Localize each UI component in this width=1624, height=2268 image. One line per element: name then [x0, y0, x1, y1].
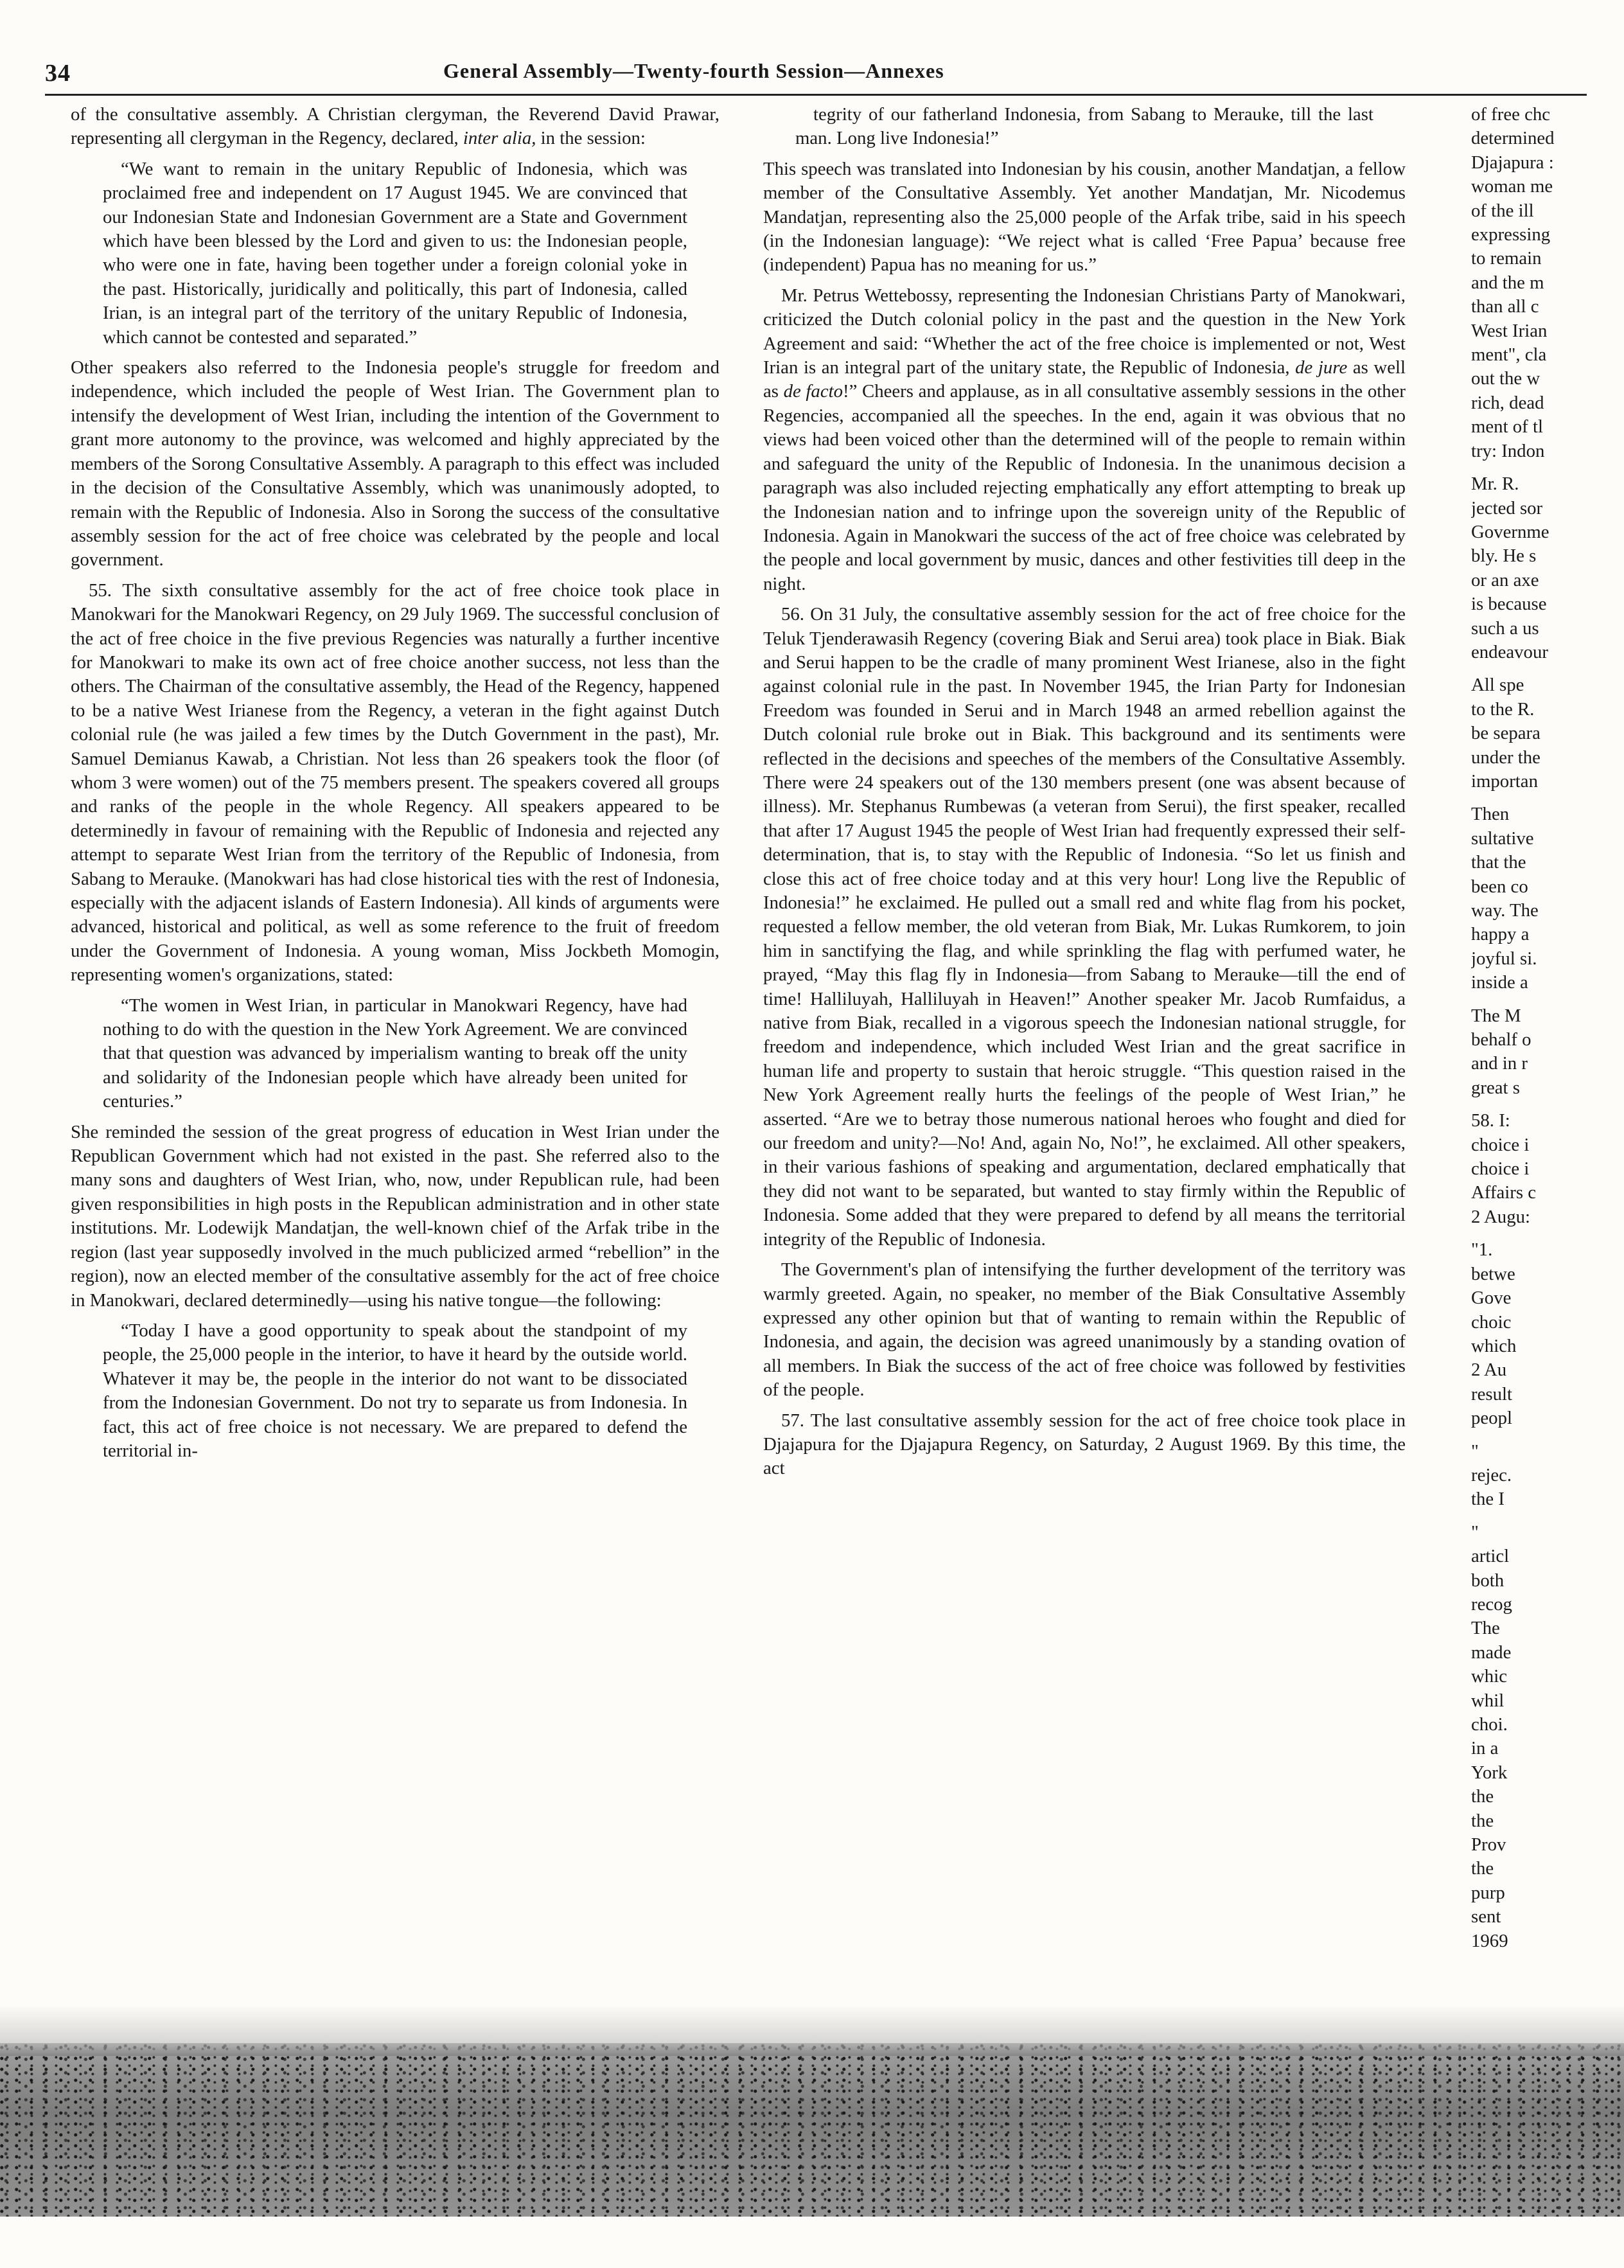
cropped-line: joyful si.: [1471, 948, 1537, 969]
cropped-line: result: [1471, 1383, 1512, 1404]
paragraph: Other speakers also referred to the Indonesia people's struggle for freedom and independence, which included the people of West Irian. The Government plan to intensify the development of West Irian, including the intention of the Government to grant more autonomy to the province, was welcomed and highly appreciated by the members of the Sorong Consultative Assembly. A paragraph to this effect was included in the decision of the Consultative Assembly, which was unanimously adopted, to remain with the Republic of Indonesia. Also in Sorong the success of the consultative assembly session for the act of free choice was celebrated by the people and local government.: [71, 357, 719, 571]
cropped-line: under the: [1471, 747, 1540, 768]
cropped-line: choic: [1471, 1311, 1512, 1333]
cropped-line: than all c: [1471, 296, 1539, 317]
paragraph-55: 55. The sixth consultative assembly for the act of free choice took place in Manokwari for the Manokwari Regency, on 29 July 1969. The successful conclusion of the act of free choice in the five previous Regencies was naturally a further incentive for Manokwari to make its own act of free choice another success, not less than the others. The Chairman of the consultative assembly, the Head of the Regency, happened to be a native West Irianese from the Regency, a veteran in the fight against Dutch colonial rule (he was jailed a few times by the Dutch Government in the past), Mr. Samuel Demianus Kawab, a Christian. Not less than 26 speakers took the floor (of whom 3 were women) out of the 75 members present. The speakers covered all groups and ranks of the people in the whole Regency. All speakers appeared to be determinedly in favour of remaining with the Republic of Indonesia and rejected any attempt to separate West Irian from the territory of the Republic of Indonesia, from Sabang to Merauke. (Manokwari has had close historical ties with the rest of Indonesia, especially with the adjacent islands of Eastern Indonesia). All kinds of arguments were advanced, historical and political, as well as some reference to the fruit of freedom under the Government of Indonesia. A young woman, Miss Jockbeth Momogin, representing women's organizations, stated:: [71, 580, 720, 986]
cropped-line: sultative: [1471, 828, 1534, 849]
text-column-1: [71, 103, 719, 1469]
cropped-line: Affairs c: [1471, 1182, 1537, 1203]
cropped-line: whic: [1471, 1666, 1507, 1687]
cropped-line: Gove: [1471, 1288, 1512, 1309]
cropped-line: Then: [1471, 804, 1510, 825]
text-column-2: [763, 103, 1406, 1481]
cropped-line: of free chc: [1471, 104, 1551, 125]
cropped-line: rejec.: [1471, 1464, 1512, 1485]
page-number: 34: [45, 60, 71, 87]
block-quote: “The women in West Irian, in particular in Manokwari Regency, have had nothing to do with the question in the New York Agreement. We are convinced that that question was advanced by imperialism wanting to break off the unity and solidarity of the Indonesian people which have already been united for centuries.”: [103, 995, 687, 1112]
cropped-line: 1969: [1471, 1930, 1508, 1951]
cropped-line: Mr. R.: [1471, 474, 1519, 495]
cropped-line: York: [1471, 1762, 1508, 1783]
cropped-line: be separa: [1471, 723, 1540, 744]
cropped-line: been co: [1471, 876, 1528, 897]
cropped-line: which: [1471, 1335, 1517, 1356]
cropped-line: "1.: [1471, 1239, 1493, 1261]
cropped-line: choi.: [1471, 1714, 1508, 1735]
paragraph: The Government's plan of intensifying the further development of the territory was warmly greeted. Again, no speaker, no member of the Biak Consultative Assembly expressed any other opinion but that of wanting to remain within the Republic of Indonesia, and again, the decision was agreed unanimously by a standing ovation of all members. In Biak the success of the act of free choice was followed by festivities of the people.: [763, 1259, 1406, 1401]
cropped-line: jected sor: [1471, 497, 1543, 518]
cropped-line: West Irian: [1471, 320, 1548, 341]
cropped-line: that the: [1471, 852, 1526, 873]
cropped-line: out the w: [1471, 368, 1540, 389]
cropped-line: great s: [1471, 1077, 1520, 1098]
cropped-line: both: [1471, 1570, 1505, 1591]
paragraph: Mr. Petrus Wettebossy, representing the Indonesian Christians Party of Manokwari, criticized the Dutch colonial policy in the past and the question in the New York Agreement and said: “Whether the act of the free choice is implemented or not, West Irian is an integral part of the unitary state, the Republic of Indonesia, de jure as well as de facto!” Cheers and applause, as in all consultative assembly sessions in the other Regencies, accompanied all the speeches. In the end, again it was obvious that no views had been voiced other than the determined will of the people to remain within and safeguard the unity of the Republic of Indonesia. In the unanimous decision a paragraph was also included rejecting emphatically any effort attempting to break up the Indonesian nation and to infringe upon the sovereign unity of the Republic of Indonesia. Again in Manokwari the success of the act of free choice was celebrated by the people and local government by music, dances and other festivities till deep in the night.: [763, 285, 1406, 594]
cropped-line: woman me: [1471, 176, 1553, 197]
cropped-line: try: Indon: [1471, 440, 1545, 461]
cropped-line: 2 Augu:: [1471, 1206, 1531, 1227]
cropped-line: endeavour: [1471, 641, 1548, 662]
cropped-line: sent: [1471, 1906, 1501, 1927]
cropped-line: whil: [1471, 1690, 1505, 1711]
cropped-line: ment", cla: [1471, 344, 1547, 366]
cropped-line: inside a: [1471, 972, 1528, 993]
header-rule: [45, 94, 1587, 96]
cropped-line: Prov: [1471, 1834, 1506, 1856]
cropped-line: the: [1471, 1810, 1494, 1831]
cropped-line: way. The: [1471, 900, 1539, 921]
cropped-line: happy a: [1471, 924, 1530, 945]
cropped-line: made: [1471, 1642, 1512, 1663]
cropped-line: recog: [1471, 1593, 1512, 1615]
running-title: General Assembly—Twenty-fourth Session—Annexes: [443, 59, 944, 82]
cropped-line: choice i: [1471, 1134, 1530, 1155]
cropped-line: choice i: [1471, 1158, 1530, 1180]
cropped-line: such a us: [1471, 617, 1539, 639]
cropped-line: All spe: [1471, 675, 1524, 696]
page-header: [45, 54, 1587, 86]
cropped-line: to remain: [1471, 248, 1542, 269]
cropped-line: and the m: [1471, 272, 1544, 293]
paragraph: She reminded the session of the great progress of education in West Irian under the Republican Government which had not existed in the past. She referred also to the many sons and daughters of West Irian, who, now, under Republican rule, had been given responsibilities in high posts in the Republican administration and in other state institutions. Mr. Lodewijk Mandatjan, the well-known chief of the Arfak tribe in the region (last year supposedly involved in the much publicized armed “rebellion” in the region), now an elected member of the consultative assembly for the act of free choice in Manokwari, declared determinedly—using his native tongue—the following:: [71, 1121, 719, 1311]
cropped-line: bly. He s: [1471, 545, 1537, 567]
cropped-line: Governme: [1471, 521, 1549, 542]
cropped-line: or an axe: [1471, 569, 1539, 590]
cropped-line: is because: [1471, 594, 1547, 615]
cropped-line: rich, dead: [1471, 392, 1544, 413]
cropped-line: and in r: [1471, 1053, 1528, 1074]
cropped-line: of the ill: [1471, 200, 1534, 221]
cropped-line: ment of tl: [1471, 416, 1543, 438]
cropped-line: ": [1471, 1440, 1479, 1462]
cropped-line: the I: [1471, 1489, 1505, 1510]
block-quote: “Today I have a good opportunity to speak about the standpoint of my people, the 25,000 people in the interior, to have it heard by the outside world. Whatever it may be, the people in the interior do not want to be dissociated from the Indonesian Government. Do not try to separate us from Indonesia. In fact, this act of free choice is not necessary. We are prepared to defend the territorial in-: [103, 1320, 687, 1461]
block-quote: tegrity of our fatherland Indonesia, from Sabang to Merauke, till the last man. Long live Indonesia!”: [795, 104, 1373, 149]
cropped-line: 58. I:: [1471, 1110, 1510, 1131]
cropped-line: determined: [1471, 128, 1555, 149]
cropped-line: The: [1471, 1618, 1500, 1639]
cropped-line: 2 Au: [1471, 1360, 1507, 1381]
paragraph: of the consultative assembly. A Christian clergyman, the Reverend David Prawar, representing all clergyman in the Regency, declared, inter alia, in the session:: [71, 104, 719, 149]
cropped-line: betwe: [1471, 1263, 1515, 1284]
paragraph-57: 57. The last consultative assembly session for the act of free choice took place in Djajapura for the Djajapura Regency, on Saturday, 2 August 1969. By this time, the act: [763, 1410, 1406, 1479]
cropped-line: purp: [1471, 1882, 1505, 1903]
cropped-line: importan: [1471, 770, 1538, 792]
paragraph: This speech was translated into Indonesian by his cousin, another Mandatjan, a fellow member of the Consultative Assembly. Yet another Mandatjan, Mr. Nicodemus Mandatjan, representing also the 25,000 people of the Arfak tribe, said in his speech (in the Indonesian language): “We reject what is called ‘Free Papua’ because free (independent) Papua has no meaning for us.”: [763, 158, 1406, 276]
cropped-line: articl: [1471, 1546, 1510, 1567]
cropped-line: The M: [1471, 1005, 1521, 1026]
scan-noise-band: [0, 2043, 1624, 2217]
cropped-line: Djajapura :: [1471, 152, 1554, 173]
cropped-line: the: [1471, 1858, 1494, 1879]
cropped-line: the: [1471, 1786, 1494, 1807]
cropped-line: to the R.: [1471, 698, 1535, 720]
cropped-line: peopl: [1471, 1408, 1512, 1429]
cropped-line: ": [1471, 1521, 1479, 1543]
cropped-line: in a: [1471, 1738, 1499, 1759]
cropped-line: expressing: [1471, 224, 1551, 245]
paragraph-56: 56. On 31 July, the consultative assembly session for the act of free choice for the Teluk Tjenderawasih Regency (covering Biak and Serui area) took place in Biak. Biak and Serui happen to be the cradle of many prominent West Irianese, also in the fight against colonial rule in the past. In November 1945, the Irian Party for Indonesian Freedom was founded in Serui and in March 1948 an armed rebellion against the Dutch colonial rule broke out in Biak. This background and its sentiments were reflected in the decisions and speeches of the members of the Consultative Assembly. There were 24 speakers out of the 130 members present (one was absent because of illness). Mr. Stephanus Rumbewas (a veteran from Serui), the first speaker, recalled that after 17 August 1945 the people of West Irian had frequently expressed their self-determination, that is, to stay with the Republic of Indonesia. “So let us finish and close this act of free choice today and at this very hour! Long live the Republic of Indonesia!” he exclaimed. He pulled out a small red and white flag from his pocket, requested a fellow member, the old veteran from Biak, Mr. Lukas Rumkorem, to join him in sanctifying the flag, and while sprinkling the flag with perfumed water, he prayed, “May this flag fly in Indonesia—from Sabang to Merauke—till the end of time! Halliluyah, Halliluyah in Heaven!” Another speaker Mr. Jacob Rumfaidus, a native from Biak, recalled in a vigorous speech the Indonesian national struggle, for freedom and independence, which included West Irian and the great sacrifice in human life and property to sustain that heroic struggle. “This question raised in the New York Agreement really hurts the feelings of the people of West Irian,” he asserted. “Are we to betray those numerous national heroes who fought and died for our freedom and unity?—No! And, again No, No!”, he exclaimed. All other speakers, in their various fashions of speaking and argumentation, declared emphatically that they did not want to be separated, but wanted to stay firmly within the Republic of Indonesia. Some added that they were prepared to defend by all means the territorial integrity of the Republic of Indonesia.: [763, 604, 1406, 1250]
text-column-3-cropped: [1471, 103, 1624, 2268]
block-quote: “We want to remain in the unitary Republic of Indonesia, which was proclaimed free and independent on 17 August 1945. We are convinced that our Indonesian State and Indonesian Government are a State and Government which have been blessed by the Lord and given to us: the Indonesian people, who were one in fate, having been together under a foreign colonial yoke in the past. Historically, juridically and politically, this part of Indonesia, called Irian, is an integral part of the territory of the unitary Republic of Indonesia, which cannot be contested and separated.”: [103, 158, 687, 348]
cropped-line: behalf o: [1471, 1029, 1531, 1050]
